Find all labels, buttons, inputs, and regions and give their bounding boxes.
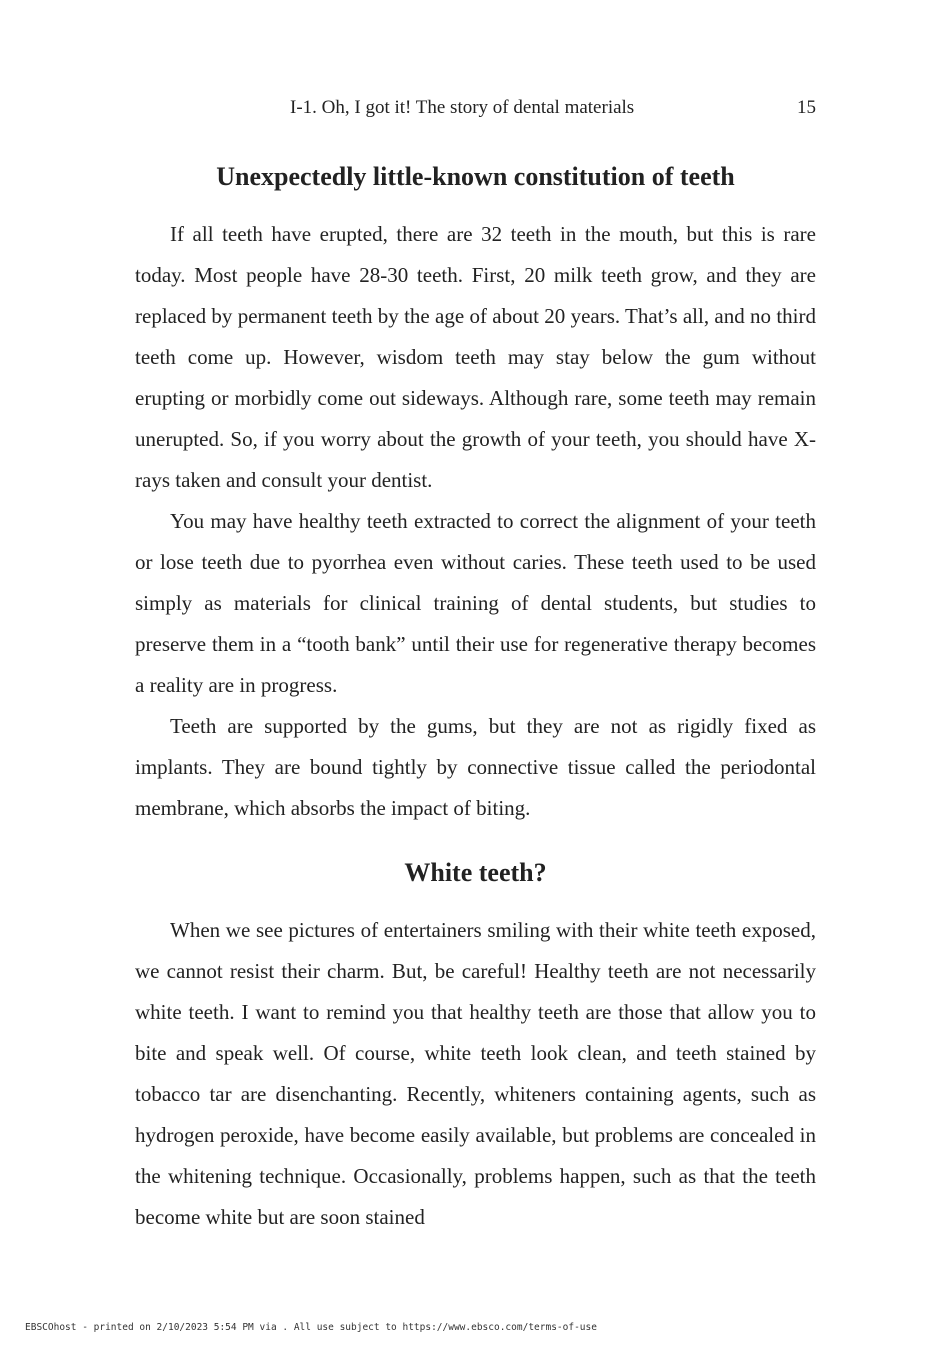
running-title: I-1. Oh, I got it! The story of dental materials <box>290 97 635 118</box>
section-title-constitution: Unexpectedly little-known constitution of teeth <box>216 162 735 191</box>
running-header <box>135 97 816 123</box>
section-title-white-teeth: White teeth? <box>404 858 547 887</box>
paragraph: You may have healthy teeth extracted to correct the alignment of your teeth or lose teeth due to pyorrhea even without caries. These teeth used to be used simply as materials for clinical training of dental students, but studies to preserve them in a “tooth bank” until their use for regenerative therapy becomes a reality are in progress. <box>135 509 816 697</box>
page-number: 15 <box>797 97 816 118</box>
paragraph: If all teeth have erupted, there are 32 teeth in the mouth, but this is rare today. Most people have 28-30 teeth. First, 20 milk teeth grow, and they are replaced by permanent teeth by the age of about 20 years. That’s all, and no third teeth come up. However, wisdom teeth may stay below the gum without erupting or morbidly come out sideways. Although rare, some teeth may remain unerupted. So, if you worry about the growth of your teeth, you should have X-rays taken and consult your dentist. <box>135 222 816 492</box>
section-body-white-teeth <box>135 910 816 1238</box>
print-footer: EBSCOhost - printed on 2/10/2023 5:54 PM via . All use subject to https://www.ebsco.com/terms-of-use <box>25 1322 597 1333</box>
paragraph: Teeth are supported by the gums, but they are not as rigidly fixed as implants. They are bound tightly by connective tissue called the periodontal membrane, which absorbs the impact of biting. <box>135 714 816 820</box>
paragraph: When we see pictures of entertainers smiling with their white teeth exposed, we cannot resist their charm. But, be careful! Healthy teeth are not necessarily white teeth. I want to remind you that healthy teeth are those that allow you to bite and speak well. Of course, white teeth look clean, and teeth stained by tobacco tar are disenchanting. Recently, whiteners containing agents, such as hydrogen peroxide, have become easily available, but problems are concealed in the whitening technique. Occasionally, problems happen, such as that the teeth become white but are soon stained <box>135 918 816 1229</box>
section-body-constitution <box>135 214 816 829</box>
